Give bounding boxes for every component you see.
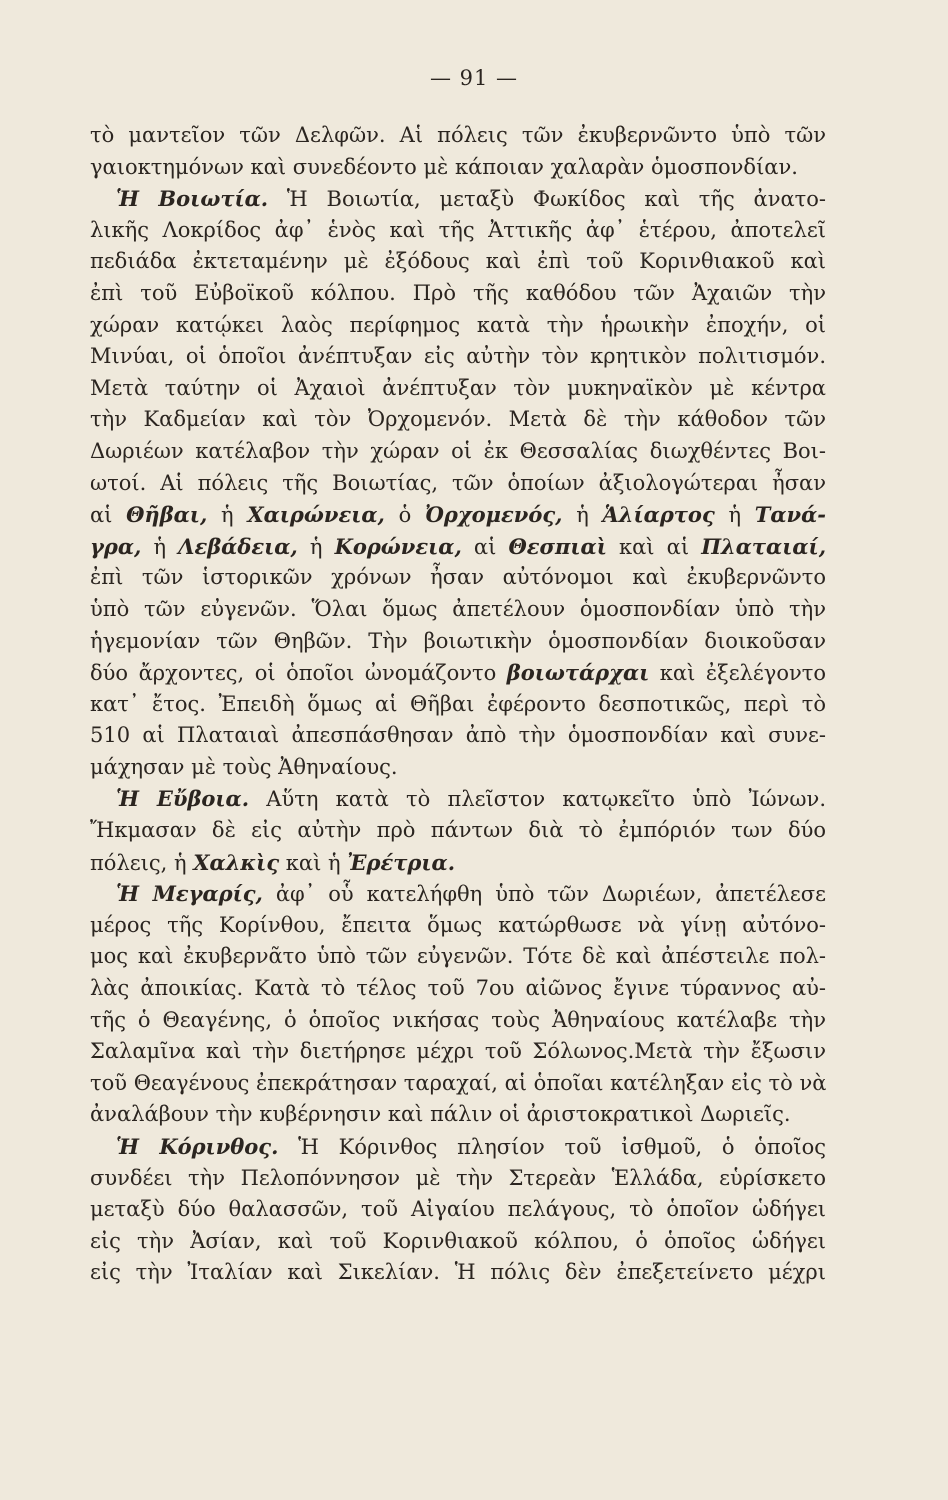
text-line	[90, 1005, 826, 1037]
emphasized-term: Θῆβαι,	[126, 502, 208, 528]
text-line	[90, 783, 826, 815]
text-run: ωτοί. Αἱ πόλεις τῆς Βοιωτίας, τῶν ὁποίων ἀξιολογώτεραι ἦσαν	[90, 470, 826, 495]
text-line	[90, 215, 826, 247]
text-line	[90, 531, 826, 563]
text-run: Δωριέων κατέλαβον τὴν χώραν οἱ ἐκ Θεσσαλίας διωχθέντες Βοι-	[90, 438, 826, 463]
text-line	[90, 594, 826, 626]
text-run: τὴν Καδμείαν καὶ τὸν Ὀρχομενόν. Μετὰ δὲ τὴν κάθοδον τῶν	[90, 407, 826, 432]
text-line	[90, 310, 826, 342]
paragraph	[90, 183, 826, 783]
text-run: χώραν κατῴκει λαὸς περίφημος κατὰ τὴν ἡρωικὴν ἐποχήν, οἱ	[90, 312, 826, 337]
emphasized-term: Πλαταιαί,	[701, 533, 826, 559]
text-line	[90, 373, 826, 405]
text-run: μάχησαν μὲ τοὺς Ἀθηναίους.	[90, 754, 398, 779]
emphasized-term: Κορώνεια,	[334, 533, 462, 559]
text-run: αἱ	[461, 534, 509, 559]
text-run: Ἡ Κόρινθος πλησίον τοῦ ἰσθμοῦ, ὁ ὁποῖος	[278, 1135, 826, 1159]
text-run: γαιοκτημόνων καὶ συνεδέοντο μὲ κάποιαν χαλαρὰν ὁμοσπονδίαν.	[90, 154, 798, 179]
text-line	[90, 246, 826, 278]
text-run: εἰς τὴν Ἰταλίαν καὶ Σικελίαν. Ἡ πόλις δὲν ἐπεξετείνετο μέχρι	[90, 1260, 826, 1285]
text-run: εἰς τὴν Ἀσίαν, καὶ τοῦ Κορινθιακοῦ κόλπου, ὁ ὁποῖος ὡδήγει	[90, 1228, 826, 1253]
text-run: ἐπὶ τοῦ Εὐβοϊκοῦ κόλπου. Πρὸ τῆς καθόδου τῶν Ἀχαιῶν τὴν	[90, 280, 826, 305]
text-run: καὶ ἐξελέγοντο	[649, 661, 826, 686]
emphasized-term: γρα,	[90, 533, 142, 559]
text-run: καὶ ἡ	[279, 850, 348, 875]
emphasized-term: Ἁλίαρτος	[602, 502, 715, 528]
text-run: μος καὶ ἐκυβερνᾶτο ὑπὸ τῶν εὐγενῶν. Τότε δὲ καὶ ἀπέστειλε πολ-	[90, 944, 826, 969]
emphasized-term: Ἐρέτρια.	[347, 849, 456, 875]
emphasized-term: βοιωτάρχαι	[506, 660, 650, 686]
paragraph	[90, 783, 826, 878]
text-run: Μινύαι, οἱ ὁποῖοι ἀνέπτυξαν εἰς αὐτὴν τὸν κρητικὸν πολιτισμόν.	[90, 344, 826, 369]
emphasized-term: Θεσπιαὶ	[508, 533, 607, 559]
text-run: αἱ	[90, 503, 127, 528]
text-line	[90, 657, 826, 689]
text-line	[90, 752, 826, 784]
text-line	[90, 278, 826, 310]
text-run: 510 αἱ Πλαταιαὶ ἀπεσπάσθησαν ἀπὸ τὴν ὁμοσπονδίαν καὶ συνε-	[90, 723, 826, 748]
text-line	[90, 1194, 826, 1226]
text-run: λικῆς Λοκρίδος ἀφ᾿ ἑνὸς καὶ τῆς Ἀττικῆς ἀφ᾿ ἑτέρου, ἀποτελεῖ	[90, 217, 826, 242]
text-run: τοῦ Θεαγένους ἐπεκράτησαν ταραχαί, αἱ ὁποῖαι κατέληξαν εἰς τὸ νὰ	[90, 1070, 826, 1095]
emphasized-term: Τανά-	[754, 502, 826, 528]
text-run: δύο ἄρχοντες, οἱ ὁποῖοι ὠνομάζοντο	[90, 661, 507, 686]
text-line	[90, 1257, 826, 1289]
text-run: ἡ	[297, 534, 335, 559]
text-run: Ἤκμασαν δὲ εἰς αὐτὴν πρὸ πάντων διὰ τὸ ἐμπόριόν των δύο	[90, 818, 826, 843]
emphasized-term: Λεβάδεια,	[178, 533, 298, 559]
text-run: Ἡ Βοιωτία, μεταξὺ Φωκίδος καὶ τῆς ἀνατο-	[268, 187, 826, 212]
text-run: μεταξὺ δύο θαλασσῶν, τοῦ Αἰγαίου πελάγους, τὸ ὁποῖον ὡδήγει	[90, 1197, 826, 1222]
text-line	[90, 1163, 826, 1195]
text-line	[90, 720, 826, 752]
text-line	[90, 1226, 826, 1258]
text-run: ἐπὶ τῶν ἱστορικῶν χρόνων ἦσαν αὐτόνομοι καὶ ἐκυβερνῶντο	[90, 565, 826, 590]
text-run: Σαλαμῖνα καὶ τὴν διετήρησε μέχρι τοῦ Σόλωνος.Μετὰ τὴν ἔξωσιν	[90, 1039, 826, 1064]
text-line	[90, 815, 826, 847]
text-run: ἀφ᾿ οὗ κατελήφθη ὑπὸ τῶν Δωριέων, ἀπετέλεσε	[262, 882, 826, 907]
text-run: ἡ	[562, 503, 603, 528]
section-heading: Ἡ Μεγαρίς,	[116, 881, 263, 907]
text-run: πόλεις, ἡ	[90, 850, 194, 875]
text-line	[90, 878, 826, 910]
text-run: ἡ	[141, 534, 179, 559]
text-run: ὑπὸ τῶν εὐγενῶν. Ὅλαι ὅμως ἀπετέλουν ὁμοσπονδίαν ὑπὸ τὴν	[90, 596, 826, 621]
text-run: ἡ	[207, 503, 248, 528]
emphasized-term: Χαιρώνεια,	[247, 502, 385, 528]
text-run: Αὕτη κατὰ τὸ πλεῖστον κατῳκεῖτο ὑπὸ Ἰώνων.	[249, 787, 826, 812]
text-line	[90, 404, 826, 436]
text-line	[90, 120, 826, 152]
text-run: μέρος τῆς Κορίνθου, ἔπειτα ὅμως κατώρθωσε νὰ γίνῃ αὐτόνο-	[90, 912, 826, 937]
text-line	[90, 436, 826, 468]
text-run: Μετὰ ταύτην οἱ Ἀχαιοὶ ἀνέπτυξαν τὸν μυκηναϊκὸν μὲ κέντρα	[90, 375, 826, 400]
text-line	[90, 341, 826, 373]
text-line	[90, 152, 826, 184]
text-line	[90, 1068, 826, 1100]
paragraph	[90, 878, 826, 1131]
text-run: κατ᾿ ἔτος. Ἐπειδὴ ὅμως αἱ Θῆβαι ἐφέροντο δεσποτικῶς, περὶ τὸ	[90, 691, 826, 716]
text-line	[90, 941, 826, 973]
text-line	[90, 1036, 826, 1068]
text-line	[90, 468, 826, 500]
text-line	[90, 499, 826, 531]
section-heading: Ἡ Εὔβοια.	[116, 786, 250, 812]
text-run: ἀναλάβουν τὴν κυβέρνησιν καὶ πάλιν οἱ ἀριστοκρατικοὶ Δωριεῖς.	[90, 1102, 791, 1127]
text-run: πεδιάδα ἐκτεταμένην μὲ ἐξόδους καὶ ἐπὶ τοῦ Κορινθιακοῦ καὶ	[90, 249, 826, 274]
text-line	[90, 1131, 826, 1163]
text-line	[90, 183, 826, 215]
emphasized-term: Χαλκὶς	[193, 849, 280, 875]
section-heading: Ἡ Βοιωτία.	[116, 186, 269, 212]
text-line	[90, 910, 826, 942]
text-run: καὶ αἱ	[606, 534, 702, 559]
text-line	[90, 973, 826, 1005]
text-run: συνδέει τὴν Πελοπόννησον μὲ τὴν Στερεὰν Ἑλλάδα, εὑρίσκετο	[90, 1165, 826, 1190]
section-heading: Ἡ Κόρινθος.	[116, 1134, 279, 1159]
text-run: τὸ μαντεῖον τῶν Δελφῶν. Αἱ πόλεις τῶν ἐκυβερνῶντο ὑπὸ τῶν	[90, 123, 826, 147]
text-run: ἡ	[714, 503, 755, 528]
text-line	[90, 562, 826, 594]
page-body	[90, 120, 826, 1289]
text-run: ὁ	[384, 503, 425, 528]
emphasized-term: Ὀρχομενός,	[424, 502, 563, 528]
text-line	[90, 689, 826, 721]
text-line	[90, 626, 826, 658]
page-number: — 91 —	[429, 66, 519, 90]
text-line	[90, 847, 826, 879]
paragraph	[90, 1131, 826, 1289]
text-run: τῆς ὁ Θεαγένης, ὁ ὁποῖος νικήσας τοὺς Ἀθηναίους κατέλαβε τὴν	[90, 1007, 826, 1032]
text-run: ἡγεμονίαν τῶν Θηβῶν. Τὴν βοιωτικὴν ὁμοσπονδίαν διοικοῦσαν	[90, 628, 826, 653]
text-run: λὰς ἀποικίας. Κατὰ τὸ τέλος τοῦ 7ου αἰῶνος ἔγινε τύραννος αὐ-	[90, 976, 826, 1001]
paragraph	[90, 120, 826, 183]
text-line	[90, 1099, 826, 1131]
